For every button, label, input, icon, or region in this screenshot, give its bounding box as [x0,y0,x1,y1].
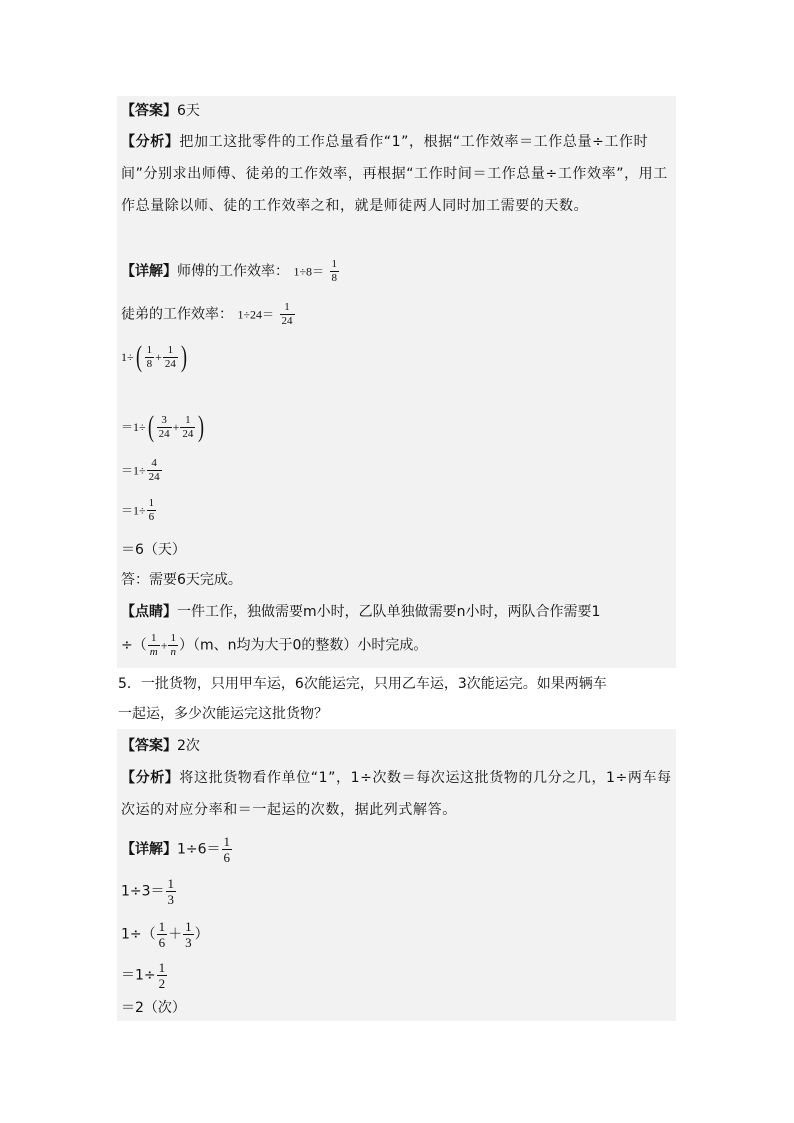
q5-question-line-2: 一起运，多少次能运完这批货物？ [118,706,328,722]
q4-detail-line-3: 1÷( $\frac{1}{8}$ + $\frac{1}{24}$ ) [121,340,187,373]
q5-detail-line-5: ＝2（次） [121,1000,186,1016]
q4-tip-line-2: ÷（ $\frac{1}{m}$ + $\frac{1}{n}$ ）（m、n均为大于0的整数）小时完成。 [121,632,428,658]
q5-question-line-1: 5．一批货物，只用甲车运，6次能运完，只用乙车运，3次能运完。如果两辆车 [118,676,607,692]
q5-detail-line-3: 1÷（ $\frac{1}{6}$ ＋ $\frac{1}{3}$ ） [121,919,209,950]
q4-detail-line-5: ＝1÷ $\frac{4}{24}$ [121,457,160,483]
q4-tip-line-1: 【点睛】一件工作，独做需要m小时，乙队单独做需要n小时，两队合作需要1 [121,604,601,620]
q5-answer: 【答案】2次 [121,738,200,754]
q5-detail-line-1: 【详解】1÷6＝ $\frac{1}{6}$ [121,834,231,865]
q5-detail-line-2: 1÷3＝ $\frac{1}{3}$ [121,876,175,907]
q4-detail-line-2: 徒弟的工作效率： 1÷24＝ $\frac{1}{24}$ [121,301,293,327]
q4-detail-line-7: ＝6（天） [121,542,186,558]
q4-detail-line-8: 答：需要6天完成。 [121,572,242,588]
q5-analysis: 【分析】将这批货物看作单位“1”，1÷次数＝每次运这批货物的几分之几，1÷两车每次运的对应分率和＝一起运的次数，据此列式解答。 [121,770,672,818]
q4-detail-line-1: 【详解】师傅的工作效率： 1÷8＝ $\frac{1}{8}$ [121,258,337,284]
fraction-1-8: $\frac{1}{8}$ [331,258,337,284]
q4-detail-line-6: ＝1÷ $\frac{1}{6}$ [121,497,155,523]
fraction-1-24: $\frac{1}{24}$ [281,301,293,327]
q4-analysis: 【分析】把加工这批零件的工作总量看作“1”，根据“工作效率＝工作总量÷工作时间”分别求出师傅、徒弟的工作效率，再根据“工作时间＝工作总量÷工作效率”，用工作总量除以师、徒的工作效率之和，就是师徒两人同时加工需要的天数。 [121,134,668,214]
q4-detail-line-4: ＝1÷( $\frac{3}{24}$ + $\frac{1}{24}$ ) [121,410,205,443]
q5-detail-line-4: ＝1÷ $\frac{1}{2}$ [121,960,166,991]
q4-answer: 【答案】6天 [121,103,200,119]
